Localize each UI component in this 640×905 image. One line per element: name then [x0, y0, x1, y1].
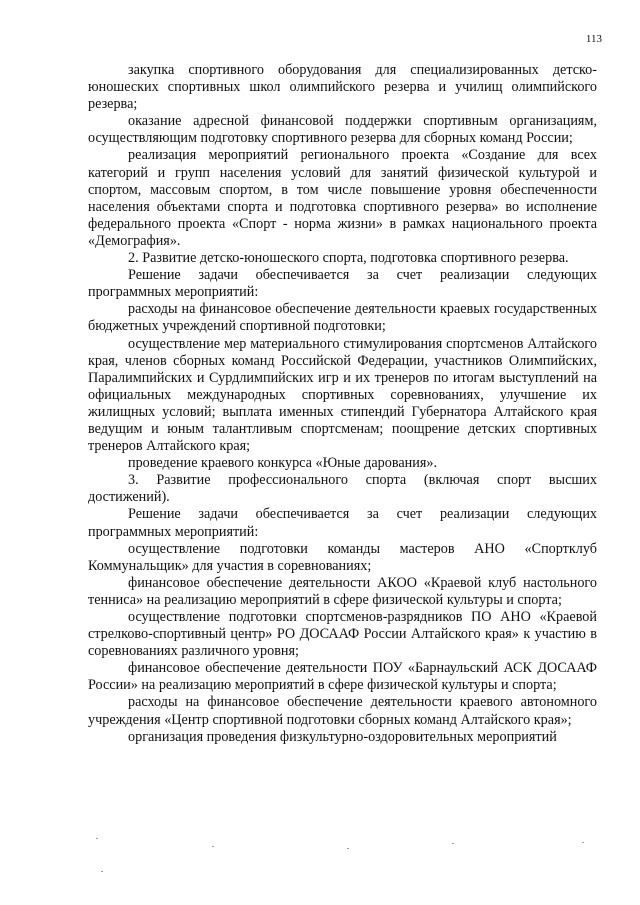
paragraph-16: организация проведения физкультурно-оздоровительных мероприятий	[128, 728, 557, 745]
paragraph-15: расходы на финансовое обеспечение деятельности краевого автономного учреждения «Центр спортивной подготовки сборных команд Алтайского края»;	[88, 694, 597, 728]
paragraph-5: Решение задачи обеспечивается за счет реализации следующих программных мероприятий:	[88, 267, 597, 301]
page-number: 113	[585, 33, 602, 45]
paragraph-11: осуществление подготовки команды мастеров АНО «Спортклуб Коммунальщик» для участия в соревнованиях;	[88, 540, 597, 574]
paragraph-14: финансовое обеспечение деятельности ПОУ «Барнаульский АСК ДОСААФ России» на реализацию мероприятий в сфере физической культуры и спорта;	[88, 660, 597, 694]
scan-speck	[582, 842, 584, 843]
paragraph-3: реализация мероприятий регионального проекта «Создание для всех категорий и групп населения условий для занятий физической культурой и спортом, массовым спортом, в том числе повышение уровня обеспеченности населения объектами спорта и подготовка спортивного резерва» во исполнение федерального проекта «Спорт - норма жизни» в рамках национального проекта «Демография».	[88, 147, 597, 249]
section-heading-3: 3. Развитие профессионального спорта (включая спорт высших достижений).	[88, 472, 597, 506]
paragraph-10: Решение задачи обеспечивается за счет реализации следующих программных мероприятий:	[88, 506, 597, 540]
paragraph-13: осуществление подготовки спортсменов-разрядников ПО АНО «Краевой стрелково-спортивный центр» РО ДОСААФ России Алтайского края» к участию в соревнованиях различного уровня;	[88, 609, 597, 660]
section-heading-2: 2. Развитие детско-юношеского спорта, подготовка спортивного резерва.	[128, 250, 569, 267]
paragraph-2: оказание адресной финансовой поддержки спортивным организациям, осуществляющим подготовку спортивного резерва для сборных команд России;	[88, 113, 597, 147]
paragraph-7: осуществление мер материального стимулирования спортсменов Алтайского края, членов сборных команд Российской Федерации, участников Олимпийских, Паралимпийских и Сурдлимпийских игр и их тренеров по итогам выступлений на официальных международных спортивных соревнованиях, улучшение их жилищных условий; выплата именных стипендий Губернатора Алтайского края ведущим и юным талантливым спортсменам; поощрение детских спортивных тренеров Алтайского края;	[88, 335, 597, 455]
paragraph-12: финансовое обеспечение деятельности АКОО «Краевой клуб настольного тенниса» на реализацию мероприятий в сфере физической культуры и спорта;	[88, 574, 597, 608]
paragraph-8: проведение краевого конкурса «Юные дарования».	[128, 455, 437, 472]
scan-speck	[96, 838, 98, 839]
paragraph-1: закупка спортивного оборудования для специализированных детско-юношеских спортивных школ олимпийского резерва и училищ олимпийского резерва;	[88, 62, 597, 113]
scan-speck	[452, 843, 454, 844]
scan-speck	[212, 846, 214, 847]
scan-speck	[347, 848, 349, 849]
paragraph-6: расходы на финансовое обеспечение деятельности краевых государственных бюджетных учреждений спортивной подготовки;	[88, 301, 597, 335]
scan-speck	[101, 871, 103, 872]
document-body	[88, 62, 597, 746]
